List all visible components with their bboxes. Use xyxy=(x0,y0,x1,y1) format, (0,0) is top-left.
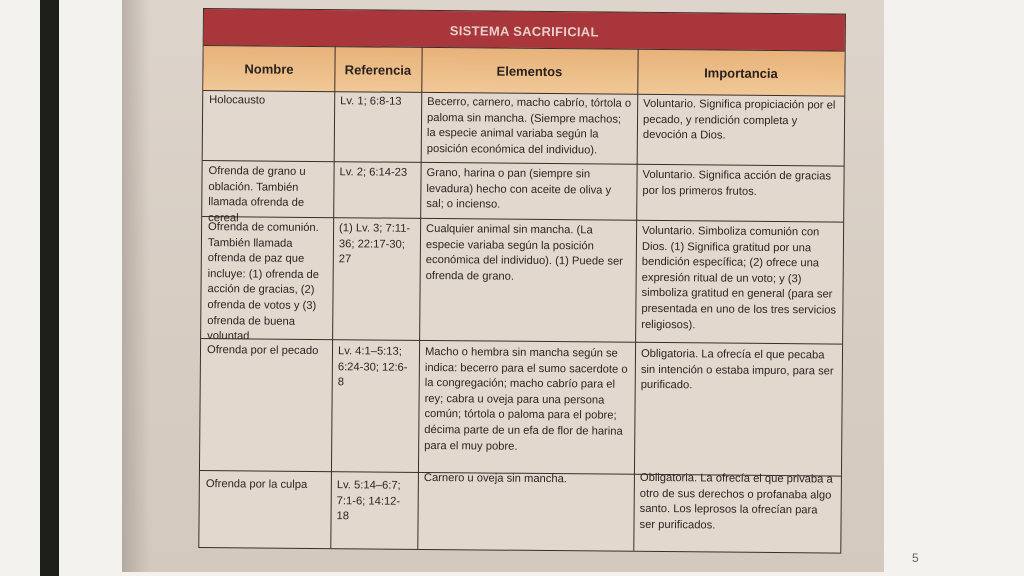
cell-importancia: Voluntario. Significa propiciación por el pecado, y rendición completa y devoción a Dios. xyxy=(642,97,836,142)
cell-referencia: Lv. 1; 6:8-13 xyxy=(340,95,402,108)
cell-elementos: Macho o hembra sin mancha según se indica: becerro para el sumo sacerdote o la congregación; macho cabrío para el rey; cabra u oveja para una persona común; tórtola o paloma para el pobre; décima parte de un efa de flor de harina para el muy pobre. xyxy=(424,345,628,453)
cell-elementos: Grano, harina o pan (siempre sin levadura) hecho con aceite de oliva y sal; o incienso. xyxy=(426,166,612,211)
cell-elementos: Cualquier animal sin mancha. (La especie variaba según la posición económica del individuo). (1) Puede ser ofrenda de grano. xyxy=(425,222,623,283)
cell-nombre: Ofrenda de grano u oblación. También llamada ofrenda de cereal xyxy=(208,165,306,225)
header-referencia: Referencia xyxy=(344,61,412,78)
cell-nombre: Ofrenda por la culpa xyxy=(205,478,308,491)
table-title: SISTEMA SACRIFICIAL xyxy=(204,9,845,51)
header-nombre: Nombre xyxy=(244,60,294,77)
left-edge-bar xyxy=(40,0,59,576)
cell-referencia: Lv. 5:14–6:7; 7:1-6; 14:12-18 xyxy=(336,479,401,523)
cell-importancia: Obligatoria. La ofrecía el que pecaba sin intención o estaba impuro, para ser purificado. xyxy=(640,347,834,392)
cell-elementos: Carnero u oveja sin mancha. xyxy=(423,471,567,486)
cell-referencia: (1) Lv. 3; 7:11-36; 22:17-30; 27 xyxy=(338,222,411,266)
cell-importancia: Voluntario. Simboliza comunión con Dios. (1) Significa gratitud por una bendición específica; (2) ofrece una expresión ritual de un voto; y (3) simboliza gratitud en general (para ser presentada en uno de los tres servicios religiosos). xyxy=(641,224,837,331)
table-header-row xyxy=(203,45,844,97)
cell-nombre: Holocausto xyxy=(209,94,266,107)
page-fold-shadow xyxy=(122,0,150,572)
cell-elementos: Becerro, carnero, macho cabrío, tórtola o paloma sin mancha. (Siempre machos; la especie animal variaba según la posición económica del individuo). xyxy=(426,95,632,157)
sacrificial-system-table xyxy=(198,8,846,554)
cell-referencia: Lv. 4:1–5:13; 6:24-30; 12:6-8 xyxy=(337,345,408,389)
header-importancia: Importancia xyxy=(704,64,778,81)
header-elementos: Elementos xyxy=(496,63,563,79)
cell-importancia: Voluntario. Significa acción de gracias por los primeros frutos. xyxy=(642,168,832,198)
cell-referencia: Lv. 2; 6:14-23 xyxy=(339,166,408,179)
cell-nombre: Ofrenda de comunión. También llamada ofrenda de paz que incluye: (1) ofrenda de acción de gracias, (2) ofrenda de votos y (3) ofrenda de buena voluntad xyxy=(207,221,320,343)
cell-nombre: Ofrenda por el pecado xyxy=(206,344,319,358)
cell-importancia: Obligatoria. La ofrecía el que privaba a otro de sus derechos o profanaba algo santo. Los leprosos la ofrecían para ser purificados. xyxy=(639,471,833,532)
slide-page-number: 5 xyxy=(912,551,919,565)
